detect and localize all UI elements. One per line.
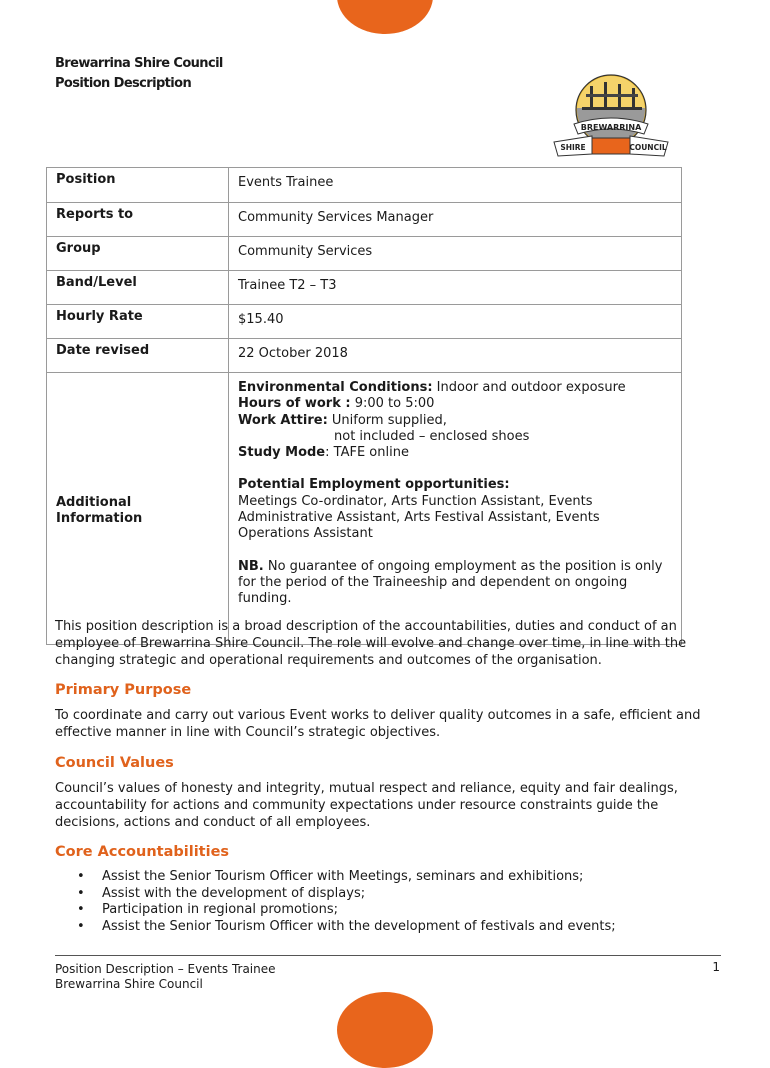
doc-type: Position Description	[55, 76, 192, 91]
row-label: Position	[47, 168, 229, 203]
attire-line2: not included – enclosed shoes	[334, 428, 530, 444]
additional-info-value	[229, 373, 682, 645]
opportunities-label: Potential Employment opportunities:	[238, 477, 510, 493]
attire-label: Work Attire:	[238, 412, 328, 428]
attire-value: Uniform supplied,	[327, 412, 447, 428]
footer-doc-title: Position Description – Events Trainee	[55, 962, 276, 976]
list-item: • Assist the Senior Tourism Officer with the development of festivals and events;	[55, 919, 616, 936]
table-row	[47, 305, 682, 339]
row-label: Date revised	[47, 339, 229, 373]
row-value: 22 October 2018	[229, 339, 682, 373]
table-row	[47, 271, 682, 305]
org-name: Brewarrina Shire Council	[55, 56, 223, 71]
row-label: Group	[47, 237, 229, 271]
table-row	[47, 339, 682, 373]
primary-purpose-heading: Primary Purpose	[55, 682, 192, 698]
row-value: Trainee T2 – T3	[229, 271, 682, 305]
hours-value: 9:00 to 5:00	[350, 396, 435, 412]
council-values-heading: Council Values	[55, 755, 174, 771]
row-value: $15.40	[229, 305, 682, 339]
document-header	[55, 54, 223, 94]
row-label: Band/Level	[47, 271, 229, 305]
additional-info-label: Additional Information	[47, 373, 229, 645]
row-value: Community Services	[229, 237, 682, 271]
nb-label: NB.	[238, 558, 264, 574]
council-logo	[552, 72, 670, 162]
page-number: 1	[712, 960, 720, 974]
env-label: Environmental Conditions:	[238, 380, 433, 395]
row-value: Community Services Manager	[229, 203, 682, 237]
intro-paragraph: This position description is a broad description of the accountabilities, duties and conduct of an employee of Brewarrina Shire Council. The role will evolve and change over time, in line with the changing strategic and operational requirements and outcomes of the organisation.	[55, 619, 687, 668]
row-label: Hourly Rate	[47, 305, 229, 339]
table-row	[47, 237, 682, 271]
study-value: : TAFE online	[325, 445, 409, 461]
row-value: Events Trainee	[229, 168, 682, 203]
env-value: Indoor and outdoor exposure	[432, 380, 626, 395]
study-label: Study Mode	[238, 445, 326, 461]
list-item: • Participation in regional promotions;	[55, 902, 616, 919]
table-row-additional	[47, 373, 682, 645]
council-values-text: Council’s values of honesty and integrity, mutual respect and reliance, equity and fair dealings, accountability for actions and community expectations under resource constraints guide the decisions, actions and conduct of all employees.	[55, 781, 678, 830]
position-details-table	[46, 167, 682, 645]
logo-left-text: SHIRE	[560, 143, 586, 152]
accountabilities-list	[55, 869, 616, 935]
logo-top-text: BREWARRINA	[580, 123, 642, 132]
bottom-tab-decoration	[337, 992, 433, 1068]
nb-value: No guarantee of ongoing employment as the position is only for the period of the Traineeship and dependent on ongoing funding.	[238, 558, 663, 607]
primary-purpose-text: To coordinate and carry out various Event works to deliver quality outcomes in a safe, efficient and effective manner in line with Council’s strategic objectives.	[55, 708, 701, 740]
core-accountabilities-heading: Core Accountabilities	[55, 844, 230, 860]
table-row	[47, 203, 682, 237]
hours-label: Hours of work :	[238, 396, 351, 412]
footer-org: Brewarrina Shire Council	[55, 977, 203, 991]
top-tab-decoration	[337, 0, 433, 34]
list-item: • Assist the Senior Tourism Officer with Meetings, seminars and exhibitions;	[55, 869, 616, 886]
footer-divider	[55, 955, 721, 956]
logo-right-text: COUNCIL	[629, 143, 667, 152]
opportunities-value: Meetings Co-ordinator, Arts Function Assistant, Events Administrative Assistant, Arts Festival Assistant, Events Operations Assistant	[238, 493, 600, 542]
table-row	[47, 168, 682, 203]
list-item: • Assist with the development of displays;	[55, 886, 616, 903]
row-label: Reports to	[47, 203, 229, 237]
